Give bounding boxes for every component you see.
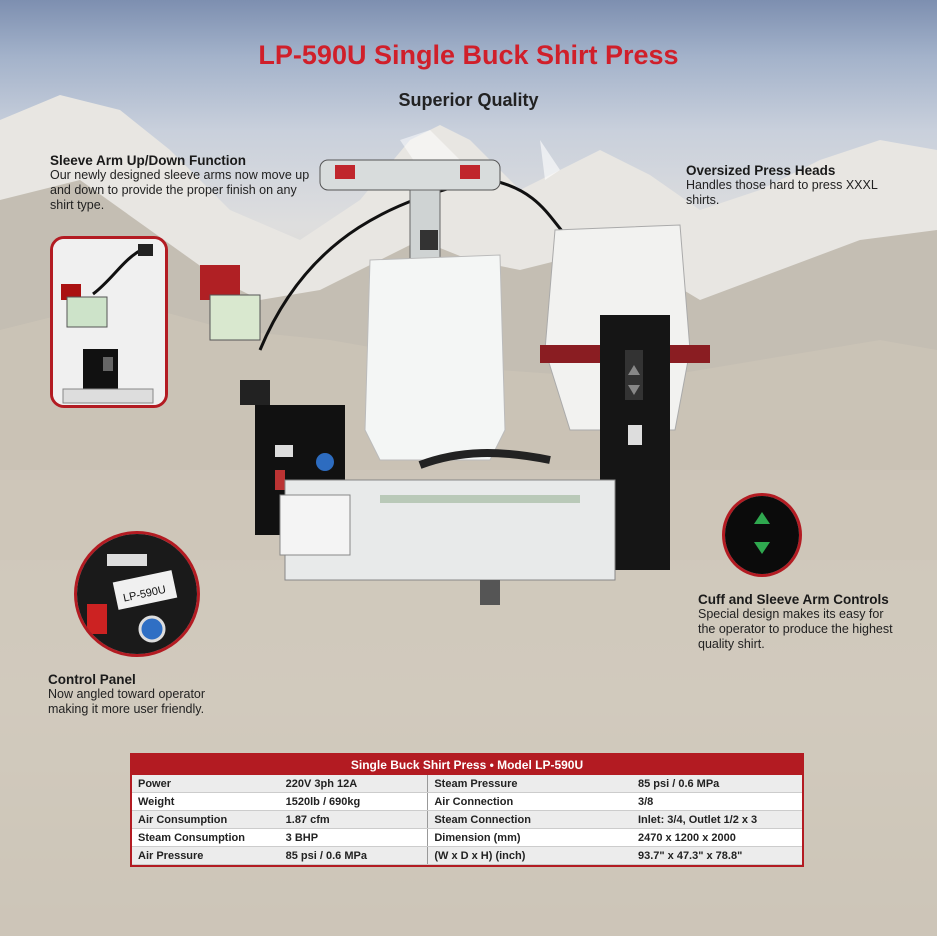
table-row — [132, 793, 802, 811]
feature-cuff-controls — [698, 592, 903, 652]
table-row — [132, 775, 802, 793]
spec-table-heading: Single Buck Shirt Press • Model LP-590U — [132, 755, 802, 775]
spec-value: 93.7" x 47.3" x 78.8" — [632, 847, 802, 865]
spec-label: Power — [132, 775, 280, 793]
spec-value: 85 psi / 0.6 MPa — [280, 847, 428, 865]
spec-value: 85 psi / 0.6 MPa — [632, 775, 802, 793]
spec-label: Steam Connection — [428, 811, 632, 829]
spec-label: Steam Consumption — [132, 829, 280, 847]
spec-value: 220V 3ph 12A — [280, 775, 428, 793]
spec-value: 1.87 cfm — [280, 811, 428, 829]
feature-control-panel — [48, 672, 248, 717]
feature-heading: Control Panel — [48, 672, 136, 687]
table-row — [132, 811, 802, 829]
spec-label: Weight — [132, 793, 280, 811]
feature-heading: Oversized Press Heads — [686, 163, 836, 178]
spec-value: Inlet: 3/4, Outlet 1/2 x 3 — [632, 811, 802, 829]
feature-text: Handles those hard to press XXXL shirts. — [686, 178, 878, 207]
spec-value: 3/8 — [632, 793, 802, 811]
control-panel-detail-image — [74, 531, 200, 657]
spec-label: Dimension (mm) — [428, 829, 632, 847]
page-subtitle: Superior Quality — [398, 90, 539, 110]
feature-text: Our newly designed sleeve arms now move up and down to provide the proper finish on any shirt type. — [50, 168, 310, 212]
spec-table — [130, 753, 804, 867]
spec-label: Air Pressure — [132, 847, 280, 865]
feature-heading: Sleeve Arm Up/Down Function — [50, 153, 247, 168]
feature-text: Special design makes its easy for the operator to produce the highest quality shirt. — [698, 607, 893, 651]
panel-label: LP-590U — [122, 583, 168, 605]
spec-label: Steam Pressure — [428, 775, 632, 793]
table-row — [132, 829, 802, 847]
cuff-sleeve-controls-image — [722, 493, 802, 577]
table-row — [132, 847, 802, 865]
page-title: LP-590U Single Buck Shirt Press — [258, 40, 679, 70]
shirt-press-machine-image — [200, 150, 730, 610]
spec-label: (W x D x H) (inch) — [428, 847, 632, 865]
spec-label: Air Consumption — [132, 811, 280, 829]
spec-value: 1520lb / 690kg — [280, 793, 428, 811]
feature-heading: Cuff and Sleeve Arm Controls — [698, 592, 889, 607]
spec-value: 3 BHP — [280, 829, 428, 847]
sleeve-arm-detail-image — [50, 236, 168, 408]
feature-text: Now angled toward operator making it more user friendly. — [48, 687, 206, 716]
spec-label: Air Connection — [428, 793, 632, 811]
spec-value: 2470 x 1200 x 2000 — [632, 829, 802, 847]
